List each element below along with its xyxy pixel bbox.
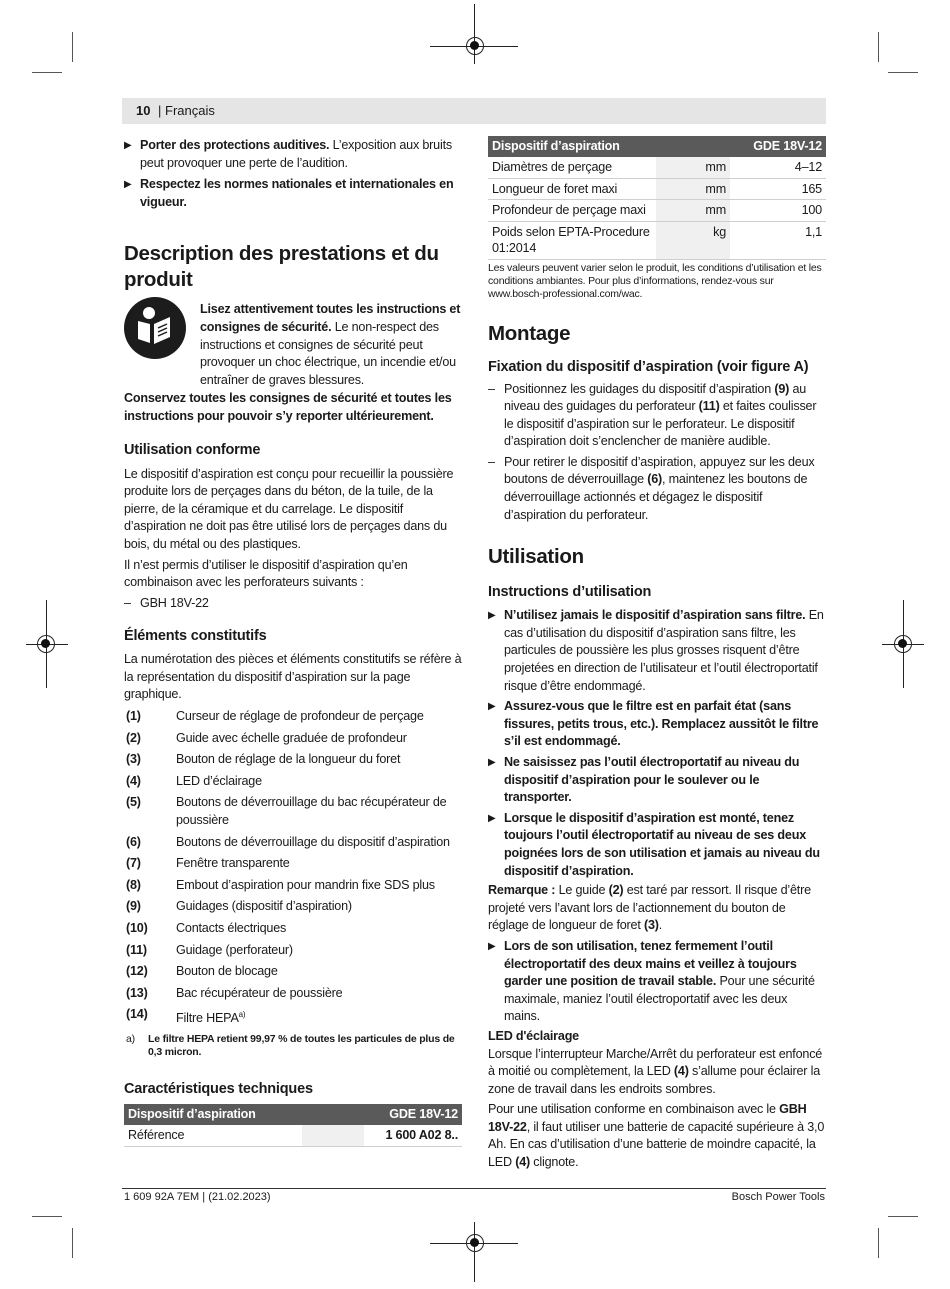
- left-column: [124, 137, 462, 1147]
- table-cell: Poids selon EPTA-Procedure 01:2014: [488, 221, 656, 259]
- language-label: [158, 103, 215, 118]
- item-label: Fenêtre transparente: [176, 856, 290, 871]
- list-item: [124, 730, 462, 748]
- tech-table: [124, 1104, 462, 1147]
- components-list: [124, 708, 462, 1028]
- table-row: [488, 178, 826, 200]
- text-run: au niveau des guidages du perforateur: [504, 381, 807, 414]
- paragraph: [488, 1046, 826, 1099]
- table-cell: Diamètres de perçage: [488, 157, 656, 178]
- table-header: [488, 136, 826, 157]
- item-label: Guidage (perforateur): [176, 942, 293, 957]
- list-item: [124, 877, 462, 895]
- list-item: [124, 708, 462, 726]
- bullet-bold: Porter des protections auditives.: [140, 138, 330, 152]
- bullet-bold: N’utilisez jamais le dispositif d’aspiration sans filtre.: [504, 608, 806, 623]
- ref-number: (6): [647, 472, 663, 487]
- bullet-item: [488, 810, 826, 880]
- footnote-ref: a): [238, 1010, 246, 1020]
- bullet-bold: Lors de son utilisation, tenez fermement l’outil électroportatif des deux mains et veillez à toujours garder une position de travail stable.: [504, 938, 797, 989]
- triangle-bullet-icon: ▶: [488, 940, 496, 952]
- triangle-bullet-icon: ▶: [124, 140, 132, 151]
- footer-brand: Bosch Power Tools: [731, 1191, 825, 1203]
- item-number: (5): [126, 795, 141, 810]
- crop-mark: [32, 1216, 62, 1217]
- table-row: [488, 200, 826, 222]
- bullet-item: [488, 754, 826, 807]
- registration-line: [474, 4, 475, 64]
- footer-rule: [122, 1188, 826, 1189]
- text-run: clignote.: [530, 1155, 579, 1170]
- safety-text: [200, 301, 462, 389]
- registration-mark-icon: [37, 635, 55, 653]
- remark: [488, 882, 826, 935]
- list-item: [124, 920, 462, 938]
- item-label: Bouton de réglage de la longueur du foret: [176, 752, 401, 767]
- dash-item: – GBH 18V-22: [124, 595, 462, 613]
- ref-number: (4): [515, 1155, 530, 1170]
- header-separator: |: [158, 103, 162, 118]
- text-run: Positionnez les guidages du dispositif d’aspiration: [504, 381, 775, 396]
- paragraph: Le dispositif d’aspiration est conçu pour recueillir la poussière produite lors de perçages dans du béton, de la tuile, de la pierre, de la céramique et du carrelage. Le dispositif d’aspiration ne doit pas être utilisé lors de perçages dans du bois, du métal ou des plastiques.: [124, 466, 454, 551]
- triangle-bullet-icon: ▶: [488, 701, 496, 713]
- bullet-item: [124, 176, 462, 211]
- crop-mark: [72, 32, 73, 62]
- table-cell: Référence: [124, 1125, 302, 1146]
- table-cell-unit: mm: [656, 178, 730, 200]
- list-item: [124, 1006, 462, 1028]
- table-cell-value: 165: [730, 178, 826, 200]
- text-run: Lorsque l’interrupteur Marche/Arrêt du perforateur est enfoncé à moitié ou complètement, la LED: [488, 1046, 823, 1079]
- paragraph: Il n’est permis d’utiliser le dispositif d’aspiration qu’en combinaison avec les perforateurs suivants :: [124, 557, 408, 590]
- bullet-item: [124, 137, 462, 172]
- table-cell-value: 1 600 A02 8..: [385, 1128, 458, 1143]
- text-run: , il faut utiliser une batterie de capacité supérieure à 3,0 Ah. En cas d’utilisation d’une batterie de moindre capacité, la LED: [488, 1119, 825, 1170]
- text-run: Pour retirer le dispositif d’aspiration, appuyez sur les deux boutons de déverrouillage: [504, 454, 815, 487]
- table-cell-unit: mm: [656, 157, 730, 178]
- list-item: [124, 898, 462, 916]
- ref-number: (9): [774, 381, 790, 396]
- table-cell-unit: mm: [656, 200, 730, 222]
- crop-mark: [72, 1228, 73, 1258]
- registration-mark-icon: [466, 1234, 484, 1252]
- item-number: (8): [126, 877, 141, 892]
- right-column: [488, 136, 826, 1172]
- section-title: Utilisation: [488, 545, 584, 569]
- bullet-text: En cas d’utilisation du dispositif d’aspiration sans filtre, les particules de poussière les plus grosses risquent d’être projetées en direction de l’utilisateur et l’outil électroportatif risque d’être endommagé.: [504, 608, 824, 693]
- bullet-text: Pour une sécurité maximale, maniez l’outil électroportatif avec les deux mains.: [504, 974, 815, 1024]
- text-run: est taré par ressort. Il risque d’être projeté vers l’avant lors de l’actionnement du bouton de réglage de longueur de foret: [488, 883, 811, 933]
- language-text: Français: [165, 103, 215, 118]
- item-number: (13): [126, 985, 148, 1000]
- table-cell: [302, 1125, 462, 1146]
- page-header: [122, 98, 826, 124]
- bullet-item: [488, 938, 826, 1026]
- item-number: (3): [126, 752, 141, 767]
- model-name: GBH 18V-22: [488, 1102, 807, 1134]
- table-header-cell: GDE 18V-12: [302, 1104, 462, 1125]
- item-number: (1): [126, 709, 141, 724]
- table-row: [488, 157, 826, 178]
- safety-normal: Le non-respect des instructions et consignes de sécurité peut provoquer un choc électrique, un incendie et/ou entraîner de graves blessures.: [200, 319, 456, 387]
- list-item: [124, 855, 462, 873]
- footnote-text: Le filtre HEPA retient 99,97 % de toutes les particules de plus de 0,3 micron.: [148, 1033, 455, 1059]
- bullet-text: L’exposition aux bruits peut provoquer une perte de l’audition.: [140, 138, 452, 170]
- crop-mark: [878, 1228, 879, 1258]
- item-number: (11): [126, 942, 147, 957]
- item-number: (7): [126, 856, 141, 871]
- keep-notice: Conservez toutes les consignes de sécurité et toutes les instructions pour pouvoir s’y reporter ultérieurement.: [124, 391, 452, 423]
- crop-mark: [888, 72, 918, 73]
- item-label: Guidages (dispositif d’aspiration): [176, 899, 352, 914]
- text-run: et faites coulisser le dispositif d’aspiration sur le perforateur. Le dispositif d’aspiration doit s’enclencher de manière audible.: [504, 399, 817, 449]
- table-cell-value: 4–12: [730, 157, 826, 178]
- ref-number: (2): [608, 883, 624, 898]
- table-header-cell: Dispositif d’aspiration: [488, 136, 730, 157]
- item-number: (10): [126, 921, 148, 935]
- item-number: (4): [126, 773, 141, 788]
- list-item: [124, 834, 462, 852]
- table-cell-unit: kg: [656, 221, 730, 259]
- footnote: [124, 1033, 462, 1059]
- item-label: Boutons de déverrouillage du bac récupérateur de poussière: [176, 795, 447, 828]
- text-run: Pour une utilisation conforme en combinaison avec le: [488, 1102, 780, 1117]
- text-run: , maintenez les boutons de déverrouillage actionnés et dégagez le dispositif d’aspiration du perforateur.: [504, 472, 808, 522]
- triangle-bullet-icon: ▶: [488, 610, 496, 622]
- bullet-item: [488, 607, 826, 695]
- triangle-bullet-icon: ▶: [488, 812, 496, 824]
- footer-doc-ref: 1 609 92A 7EM | (21.02.2023): [124, 1191, 271, 1203]
- item-number: (14): [126, 1007, 148, 1022]
- table-header-cell: Dispositif d’aspiration: [124, 1104, 302, 1125]
- item-label: Curseur de réglage de profondeur de perçage: [176, 709, 424, 724]
- dash-item: [488, 454, 826, 524]
- crop-mark: [888, 1216, 918, 1217]
- bullet-bold: Ne saisissez pas l’outil électroportatif au niveau du dispositif d’aspiration pour le soulever ou le transporter.: [504, 755, 800, 805]
- table-row: [124, 1125, 462, 1146]
- item-number: (9): [126, 899, 141, 914]
- safety-bold: Lisez attentivement toutes les instructions et consignes de sécurité.: [200, 302, 461, 334]
- item-number: (2): [126, 730, 141, 745]
- item-label: Guide avec échelle graduée de profondeur: [176, 730, 407, 745]
- item-number: (6): [126, 834, 141, 849]
- section-title: Description des prestations et du produit: [124, 242, 439, 292]
- bullet-bold: Lorsque le dispositif d’aspiration est monté, tenez toujours l’outil électroportatif au niveau de ses deux poignées lors de son utilisation et jamais au niveau du dispositif d’aspiration.: [504, 810, 820, 878]
- registration-mark-icon: [894, 635, 912, 653]
- table-row: [488, 221, 826, 259]
- ref-number: (3): [643, 918, 659, 933]
- crop-mark: [32, 72, 62, 73]
- item-label: Boutons de déverrouillage du dispositif d’aspiration: [176, 834, 450, 849]
- item-label: Filtre HEPA: [176, 1011, 239, 1026]
- list-item: [124, 942, 462, 960]
- dash-item: [488, 381, 826, 451]
- registration-mark-icon: [466, 37, 484, 55]
- subsection-title: Fixation du dispositif d’aspiration (voir figure A): [488, 358, 809, 375]
- table-cell: Longueur de foret maxi: [488, 178, 656, 200]
- page-number: 10: [136, 103, 151, 118]
- table-note: Les valeurs peuvent varier selon le produit, les conditions d’utilisation et les conditions ambiantes. Pour plus d’informations, rendez-vous sur www.bosch-professional.com/wac.: [488, 261, 822, 300]
- paragraph: [488, 1101, 826, 1171]
- ref-number: (11): [698, 399, 720, 414]
- list-item: [124, 985, 462, 1003]
- triangle-bullet-icon: ▶: [124, 179, 132, 191]
- subsection-title: Caractéristiques techniques: [124, 1081, 313, 1098]
- remark-label: Remarque :: [488, 883, 556, 898]
- ref-number: (4): [673, 1064, 689, 1079]
- list-item: [124, 751, 462, 769]
- list-item: [124, 963, 462, 981]
- item-label: Embout d’aspiration pour mandrin fixe SDS plus: [176, 877, 435, 892]
- table-header-cell: GDE 18V-12: [730, 136, 826, 157]
- item-label: Bac récupérateur de poussière: [176, 985, 343, 1000]
- bullet-bold: Respectez les normes nationales et internationales en vigueur.: [140, 177, 454, 209]
- subsection-title: Éléments constitutifs: [124, 628, 267, 645]
- table-cell-value: 100: [730, 200, 826, 222]
- subsection-title: Instructions d’utilisation: [488, 584, 652, 601]
- footnote-mark: a): [126, 1033, 135, 1046]
- item-number: (12): [126, 964, 148, 979]
- table-cell-value: 1,1: [730, 221, 826, 259]
- registration-line: [474, 1222, 475, 1282]
- led-title: LED d'éclairage: [488, 1028, 579, 1043]
- item-label: Bouton de blocage: [176, 964, 278, 979]
- text-run: Le guide: [555, 883, 609, 898]
- crop-mark: [878, 32, 879, 62]
- table-cell: Profondeur de perçage maxi: [488, 200, 656, 222]
- table-header: [124, 1104, 462, 1125]
- subsection-title: Utilisation conforme: [124, 441, 261, 458]
- item-label: LED d’éclairage: [176, 773, 262, 788]
- text-run: .: [658, 918, 663, 933]
- text-run: s’allume pour éclairer la zone de travail dans les endroits sombres.: [488, 1064, 820, 1096]
- paragraph: La numérotation des pièces et éléments constitutifs se réfère à la représentation du dispositif d’aspiration sur la page graphique.: [124, 652, 462, 702]
- specs-table: [488, 136, 826, 260]
- item-label: Contacts électriques: [176, 921, 287, 935]
- bullet-item: [488, 698, 826, 751]
- bullet-bold: Assurez-vous que le filtre est en parfait état (sans fissures, petits trous, etc.). Remplacez aussitôt le filtre s’il est endommagé.: [504, 699, 819, 749]
- list-item: [124, 794, 462, 829]
- read-manual-icon: [124, 297, 186, 359]
- list-item: [124, 773, 462, 791]
- section-title: Montage: [488, 321, 571, 345]
- triangle-bullet-icon: ▶: [488, 757, 496, 768]
